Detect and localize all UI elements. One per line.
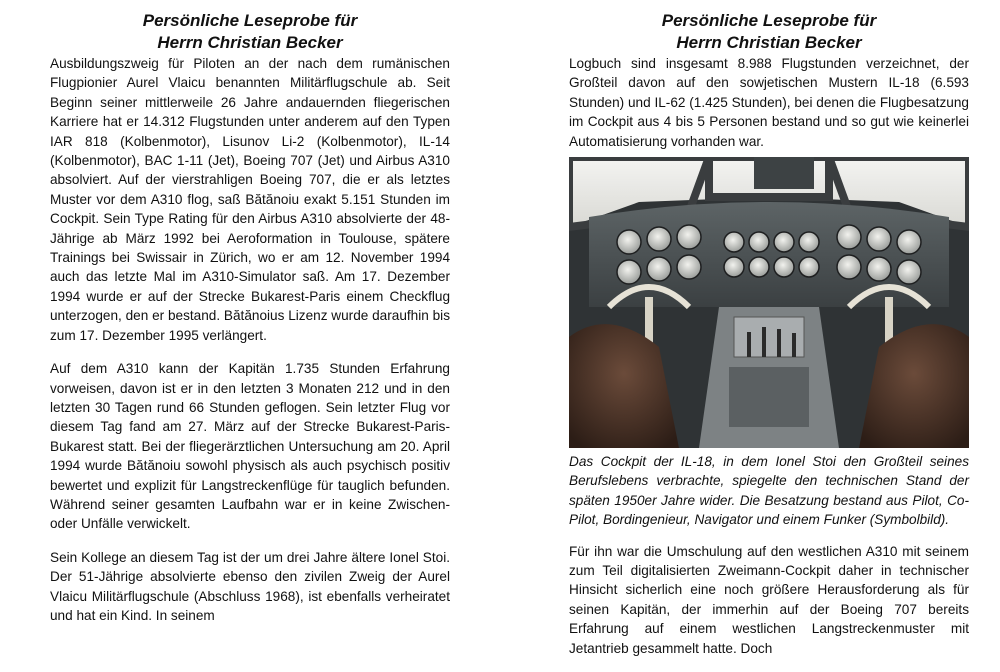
right-page-header bbox=[569, 10, 969, 54]
photo-caption: Das Cockpit der IL-18, in dem Ionel Stoi den Großteil seines Berufslebens verbrachte, spiegelte den technischen Stand der späten 1950er Jahre wider. Die Besatzung bestand aus Pilot, Co-Pilot, Bordingenieur, Navigator und einem Funker (Symbolbild). bbox=[569, 454, 969, 528]
right-header-line2: Herrn Christian Becker bbox=[676, 33, 862, 52]
cockpit-illustration bbox=[569, 157, 969, 448]
left-paragraph-1: Ausbildungszweig für Piloten an der nach dem rumänischen Flugpionier Aurel Vlaicu benannten Militärflugschule ab. Seit Beginn seiner mittlerweile 26 Jahre andauernden fliegerischen Karriere hat er 14.312 Flugstunden unter anderem auf den Typen IAR 818 (Kolbenmotor), Lisunov Li-2 (Kolbenmotor), IL-14 (Kolbenmotor), BAC 1-11 (Jet), Boeing 707 (Jet) und Airbus A310 absolviert. Auf der vierstrahligen Boeing 707, die er als letztes Muster vor dem A310 flog, saß Bătănoiu exakt 5.151 Stunden im Cockpit. Sein Type Rating für den Airbus A310 absolvierte der 48-Jährige ab März 1992 bei Aeroformation in Toulouse, spätere Trainings bei Swissair in Zürich, wo er am 12. November 1994 auch das letzte Mal im A310-Simulator saß. Am 17. Dezember 1994 wurde er auf der Strecke Bukarest-Paris einem Checkflug unterzogen, den er bestand. Bătănoius Lizenz wurde daraufhin bis zum 17. Dezember 1995 verlängert. bbox=[50, 56, 450, 343]
left-header-line1: Persönliche Leseprobe für bbox=[142, 11, 358, 30]
left-page-header bbox=[50, 10, 450, 54]
right-page bbox=[569, 10, 969, 672]
left-page bbox=[50, 10, 450, 639]
left-header-line2: Herrn Christian Becker bbox=[157, 33, 343, 52]
left-paragraph-3: Sein Kollege an diesem Tag ist der um drei Jahre ältere Ionel Stoi. Der 51-Jährige absolvierte ebenso den zivilen Zweig der Aurel Vlaicu Militärflugschule (Abschluss 1968), ist ebenfalls verheiratet und hat ein Kind. In seinem bbox=[50, 549, 450, 623]
right-paragraph-bottom: Für ihn war die Umschulung auf den westlichen A310 mit seinem zum Teil digitalisierten Zweimann-Cockpit daher in technischer Hinsicht sicherlich eine noch größere Herausforderung als für seinen Kapitän, der immerhin auf der Boeing 707 bereits Erfahrung auf einem westlichen Langstreckenmuster mit Jetantrieb gesammelt hatte. Doch bbox=[569, 543, 969, 656]
right-paragraph-top: Logbuch sind insgesamt 8.988 Flugstunden verzeichnet, der Großteil davon auf den sowjetischen Mustern IL-18 (6.593 Stunden) und IL-62 (1.425 Stunden), bei denen die Flugbesatzung im Cockpit aus 4 bis 5 Personen bestand und so gut wie keinerlei Automatisierung vorhanden war. bbox=[569, 56, 969, 149]
cockpit-photo bbox=[569, 157, 969, 448]
left-paragraph-2: Auf dem A310 kann der Kapitän 1.735 Stunden Erfahrung vorweisen, davon ist er in den letzten 3 Monaten 212 und in den letzten 30 Tagen rund 66 Stunden geflogen. Sein letzter Flug vor diesem Tag fand am 27. März auf der Strecke Bukarest-Paris-Bukarest statt. Bei der fliegerärztlichen Untersuchung am 20. April 1994 wurde Bătănoiu sowohl physisch als auch psychisch positiv bewertet und explizit für Langstreckenflüge für tauglich befunden. Während seiner gesamten Laufbahn war er in keine Zwischen- oder Unfälle verwickelt. bbox=[50, 361, 450, 532]
right-header-line1: Persönliche Leseprobe für bbox=[661, 11, 877, 30]
